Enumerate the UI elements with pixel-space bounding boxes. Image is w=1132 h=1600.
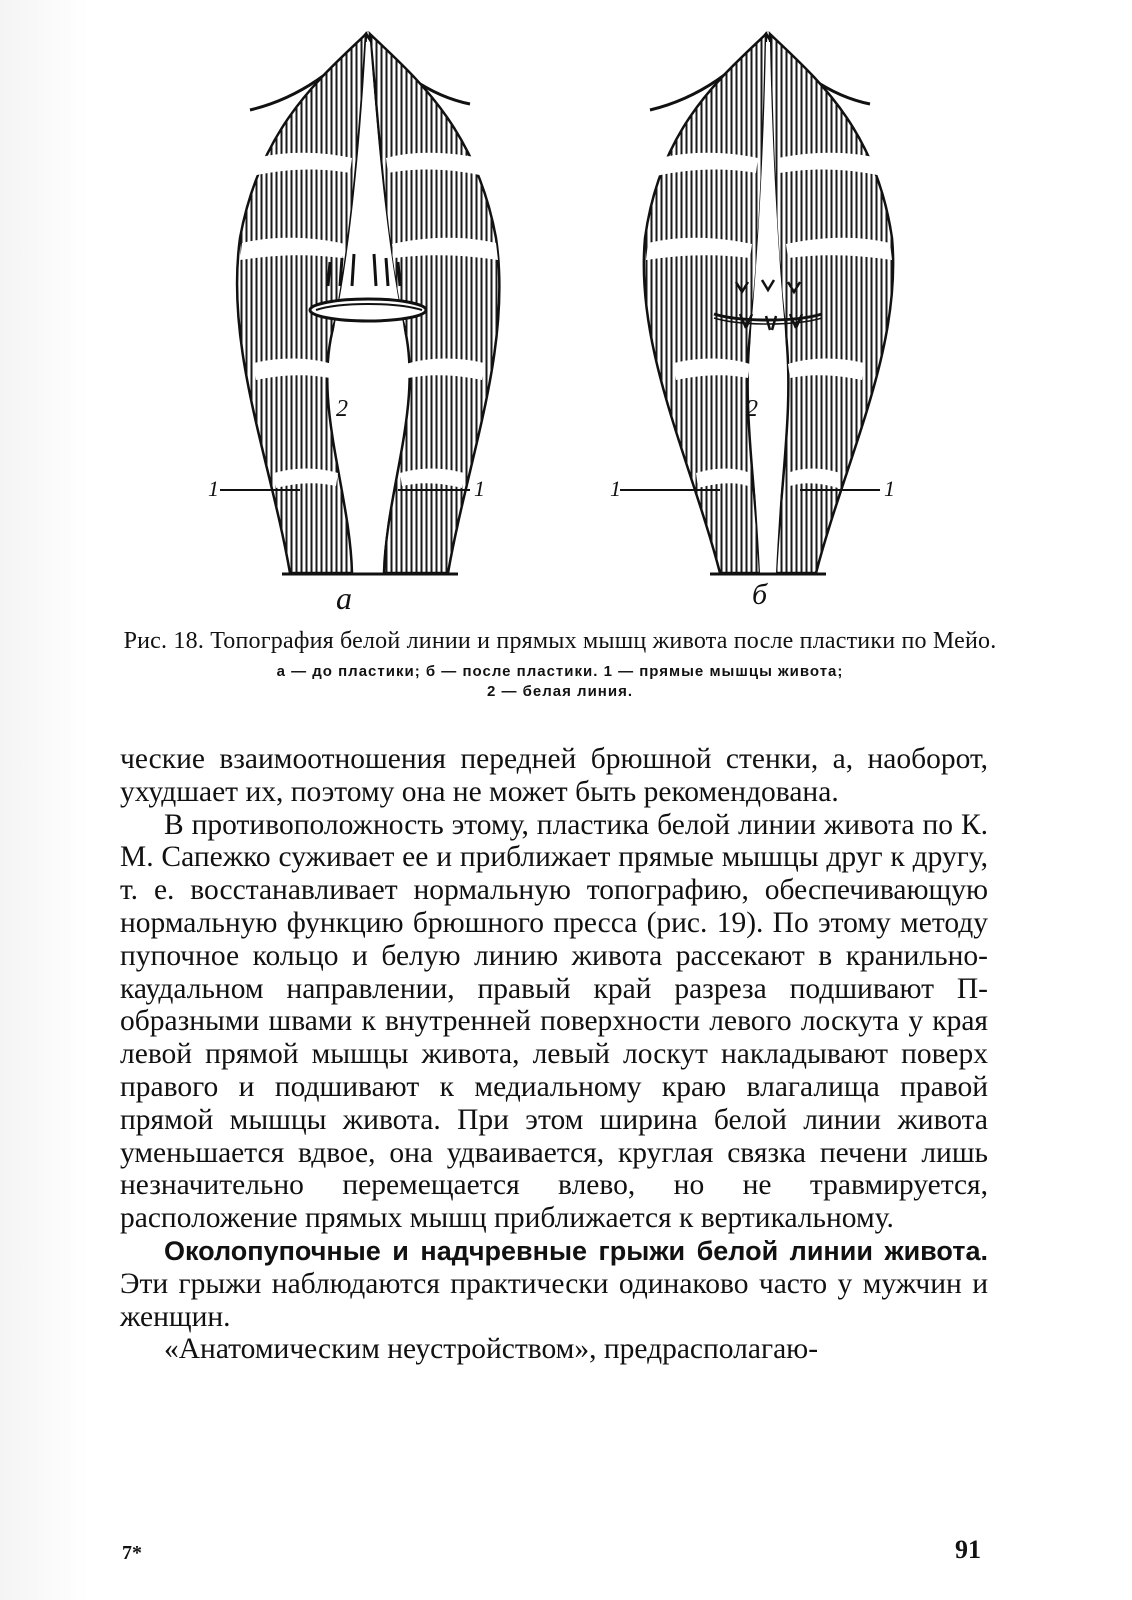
label-b: б bbox=[752, 578, 768, 611]
left-rectus-muscle-b bbox=[644, 34, 766, 573]
caption-legend bbox=[120, 662, 1000, 702]
caption-legend-line-1: а — до пластики; б — после пластики. 1 — прямые мышцы живота; bbox=[276, 663, 844, 680]
signature-mark: 7* bbox=[122, 1542, 142, 1564]
caption-legend-line-2: 2 — белая линия. bbox=[486, 683, 634, 700]
right-rectus-muscle-b bbox=[770, 34, 893, 573]
label-2-panel-a: 2 bbox=[336, 396, 348, 422]
paragraph-3 bbox=[120, 1235, 988, 1333]
page-number: 91 bbox=[955, 1535, 981, 1564]
caption-title: Рис. 18. Топография белой линии и прямых мышц живота после пластики по Мейо. bbox=[123, 628, 997, 654]
paragraph-2: В противоположность этому, пластика белой линии живота по К. М. Сапежко суживает ее и приближает прямые мышцы друг к другу, т. е. восстанавливает нормальную топографию, обеспечивающую нормальную функцию брюшного пресса (рис. 19). По этому методу пупочное кольцо и белую линию живота рассекают в кранильно-каудальном направлении, правый край разреза подшивают П-образными швами к внутренней поверхности левого лоскута у края левой прямой мышцы живота, левый лоскут накладывают поверх правого и подшивают к медиальному краю влагалища правой прямой мышцы живота. При этом ширина белой линии живота уменьшается вдвое, она удваивается, круглая связка печени лишь незначительно перемещается влево, но не травмируется, расположение прямых мышц приближается к вертикальному. bbox=[120, 808, 988, 1235]
body-text bbox=[120, 743, 988, 1366]
figure-drawing bbox=[190, 18, 930, 618]
paragraph-4: «Анатомическим неустройством», предрасполагаю- bbox=[164, 1333, 819, 1366]
figure-caption bbox=[120, 626, 1000, 702]
scan-edge-shadow bbox=[0, 0, 90, 1600]
label-1-left-panel-a: 1 bbox=[208, 476, 219, 501]
panel-b-drawing bbox=[620, 34, 893, 574]
label-1-left-panel-b: 1 bbox=[610, 476, 621, 501]
figure-18 bbox=[190, 18, 930, 618]
label-a: а bbox=[336, 580, 352, 616]
panel-a-drawing bbox=[220, 34, 499, 574]
label-1-right-panel-b: 1 bbox=[884, 476, 895, 501]
paragraph-1: ческие взаимоотношения передней брюшной стенки, а, наоборот, ухудшает их, поэтому она не может быть рекомендована. bbox=[120, 743, 988, 808]
label-2-panel-b: 2 bbox=[746, 396, 758, 422]
label-1-right-panel-a: 1 bbox=[474, 476, 485, 501]
paragraph-3-text: Эти грыжи наблюдаются практически одинаково часто у мужчин и женщин. bbox=[120, 1267, 988, 1333]
section-heading: Околопупочные и надчревные грыжи белой линии живота. bbox=[164, 1235, 988, 1266]
